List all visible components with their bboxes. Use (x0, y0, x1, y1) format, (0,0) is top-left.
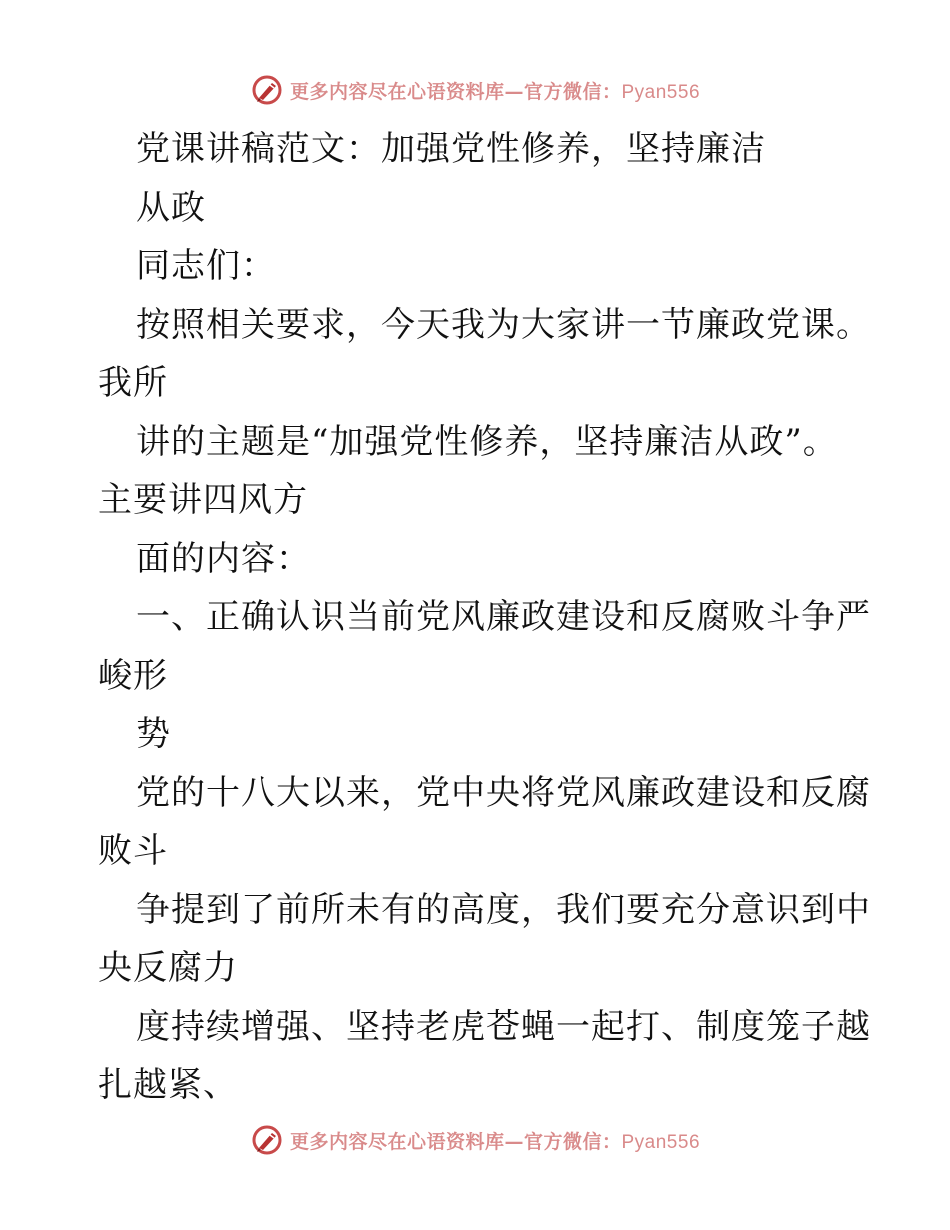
watermark-text (290, 1127, 700, 1154)
text-line: 争提到了前所未有的高度，我们要充分意识到中 (136, 889, 871, 930)
watermark-label: 更多内容尽在心语资料库—官方微信： (289, 80, 622, 103)
text-line: 峻形 (98, 655, 168, 696)
pen-logo-icon (250, 73, 284, 107)
watermark-wechat-id: Pyan556 (621, 1131, 701, 1153)
text-line: 我所 (98, 363, 168, 403)
watermark-text (290, 77, 700, 104)
text-line: 势 (136, 714, 171, 754)
document-body (98, 120, 878, 1115)
text-line: 党的十八大以来，党中央将党风廉政建设和反腐 (136, 772, 871, 813)
text-line: 从政 (136, 187, 206, 228)
text-line: 主要讲四风方 (98, 480, 308, 520)
text-line: 一、正确认识当前党风廉政建设和反腐败斗争严 (136, 597, 871, 637)
text-line: 扎越紧、 (98, 1065, 238, 1105)
watermark-wechat-id: Pyan556 (621, 81, 701, 103)
text-line: 讲的主题是“加强党性修养，坚持廉洁从政”。 (136, 421, 838, 462)
text-line: 按照相关要求，今天我为大家讲一节廉政党课。 (136, 304, 871, 345)
header-watermark (0, 70, 950, 110)
text-line: 败斗 (98, 831, 168, 871)
watermark-label: 更多内容尽在心语资料库—官方微信： (289, 1130, 622, 1153)
pen-logo-icon (250, 1123, 284, 1157)
text-line: 面的内容： (136, 538, 311, 579)
text-line: 同志们： (136, 246, 276, 286)
text-line: 央反腐力 (98, 948, 238, 988)
text-line: 党课讲稿范文：加强党性修养，坚持廉洁 (136, 129, 766, 169)
footer-watermark (0, 1120, 950, 1160)
text-line: 度持续增强、坚持老虎苍蝇一起打、制度笼子越 (136, 1006, 871, 1047)
